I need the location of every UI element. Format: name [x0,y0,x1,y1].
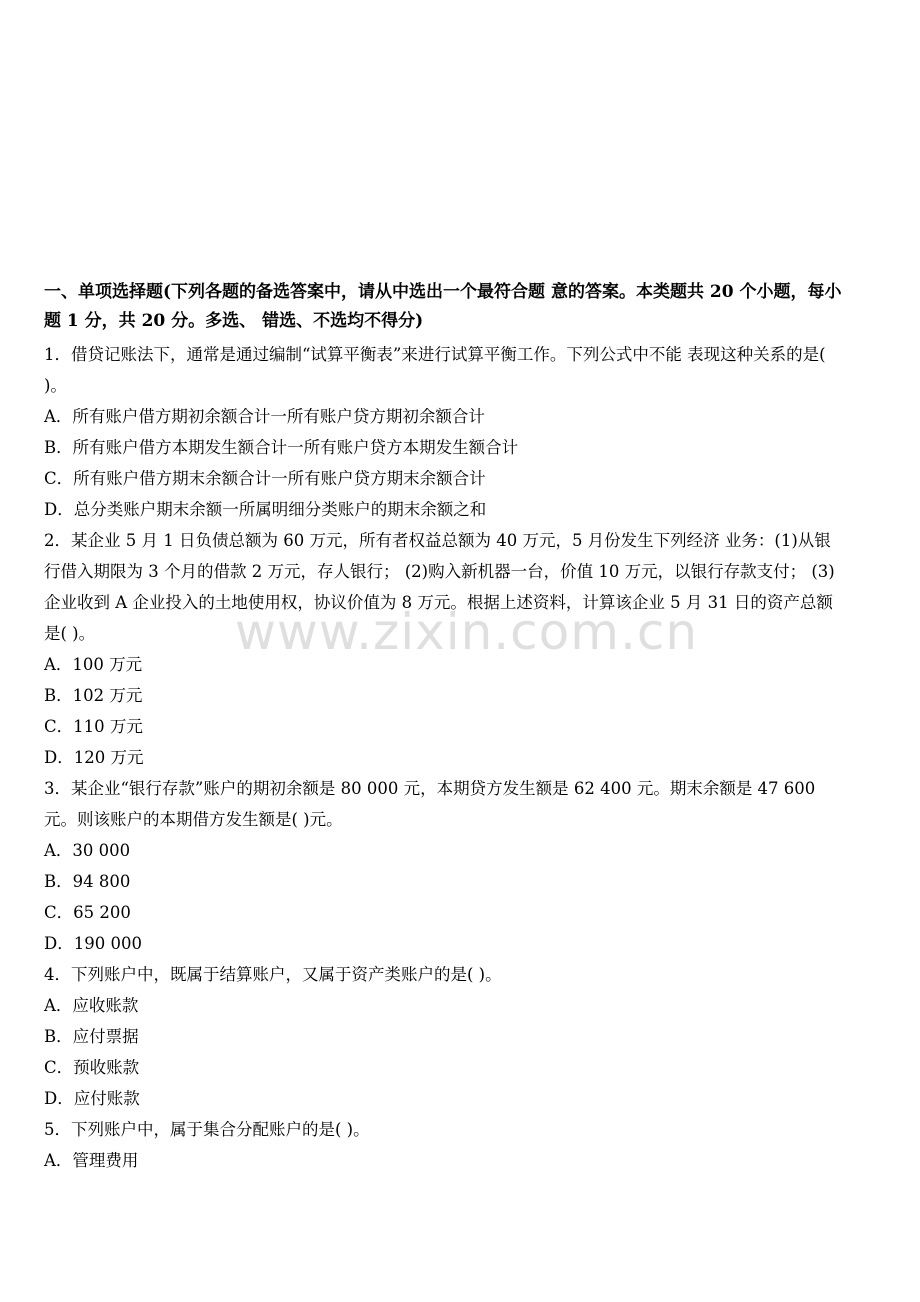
option-a: A．100 万元 [44,655,143,674]
option-a: A．管理费用 [44,1151,139,1170]
option-a: A．应收账款 [44,996,139,1015]
question-5 [44,1114,844,1176]
option-b: B．所有账户借方本期发生额合计一所有账户贷方本期发生额合计 [44,438,519,457]
option-b: B．94 800 [44,872,131,891]
option-c: C．110 万元 [44,717,143,736]
watermark: www.zixin.com.cn [235,603,699,661]
option-b: B．102 万元 [44,686,143,705]
option-c: C．所有账户借方期末余额合计一所有账户贷方期末余额合计 [44,469,486,488]
option-a: A．所有账户借方期初余额合计一所有账户贷方期初余额合计 [44,407,485,426]
option-b: B．应付票据 [44,1027,139,1046]
question-stem: 2．某企业 5 月 1 日负债总额为 60 万元，所有者权益总额为 40 万元，5 月份发生下列经济 业务：(1)从银行借入期限为 3 个月的借款 2 万元，存人银行； (2)购入新机器一台，价值 10 万元，以银行存款支付； (3)企业收到 A 企业投入的土地使用权，协议价值为 8 万元。根据上述资料，计算该企业 5 月 31 日的资产总额是( )。 [44,531,835,643]
option-d: D．总分类账户期末余额一所属明细分类账户的期末余额之和 [44,500,487,519]
option-d: D．应付账款 [44,1089,140,1108]
option-c: C．65 200 [44,903,131,922]
option-d: D．190 000 [44,934,142,953]
option-a: A．30 000 [44,841,131,860]
document-page [44,278,844,1176]
question-3 [44,773,844,959]
question-4 [44,959,844,1114]
question-stem: 4．下列账户中，既属于结算账户，又属于资产类账户的是( )。 [44,965,502,984]
option-c: C．预收账款 [44,1058,140,1077]
question-stem: 1．借贷记账法下，通常是通过编制“试算平衡表”来进行试算平衡工作。下列公式中不能 表现这种关系的是( )。 [44,345,826,395]
section-title: 一、单项选择题(下列各题的备选答案中，请从中选出一个最符合题 意的答案。本类题共 20 个小题，每小题 1 分，共 20 分。多选、 错选、不选均不得分) [44,282,842,331]
question-stem: 5．下列账户中，属于集合分配账户的是( )。 [44,1120,370,1139]
option-d: D．120 万元 [44,748,144,767]
question-2 [44,525,844,773]
question-1 [44,339,844,525]
question-stem: 3．某企业“银行存款”账户的期初余额是 80 000 元，本期贷方发生额是 62 400 元。期末余额是 47 600 元。则该账户的本期借方发生额是( )元。 [44,779,816,829]
